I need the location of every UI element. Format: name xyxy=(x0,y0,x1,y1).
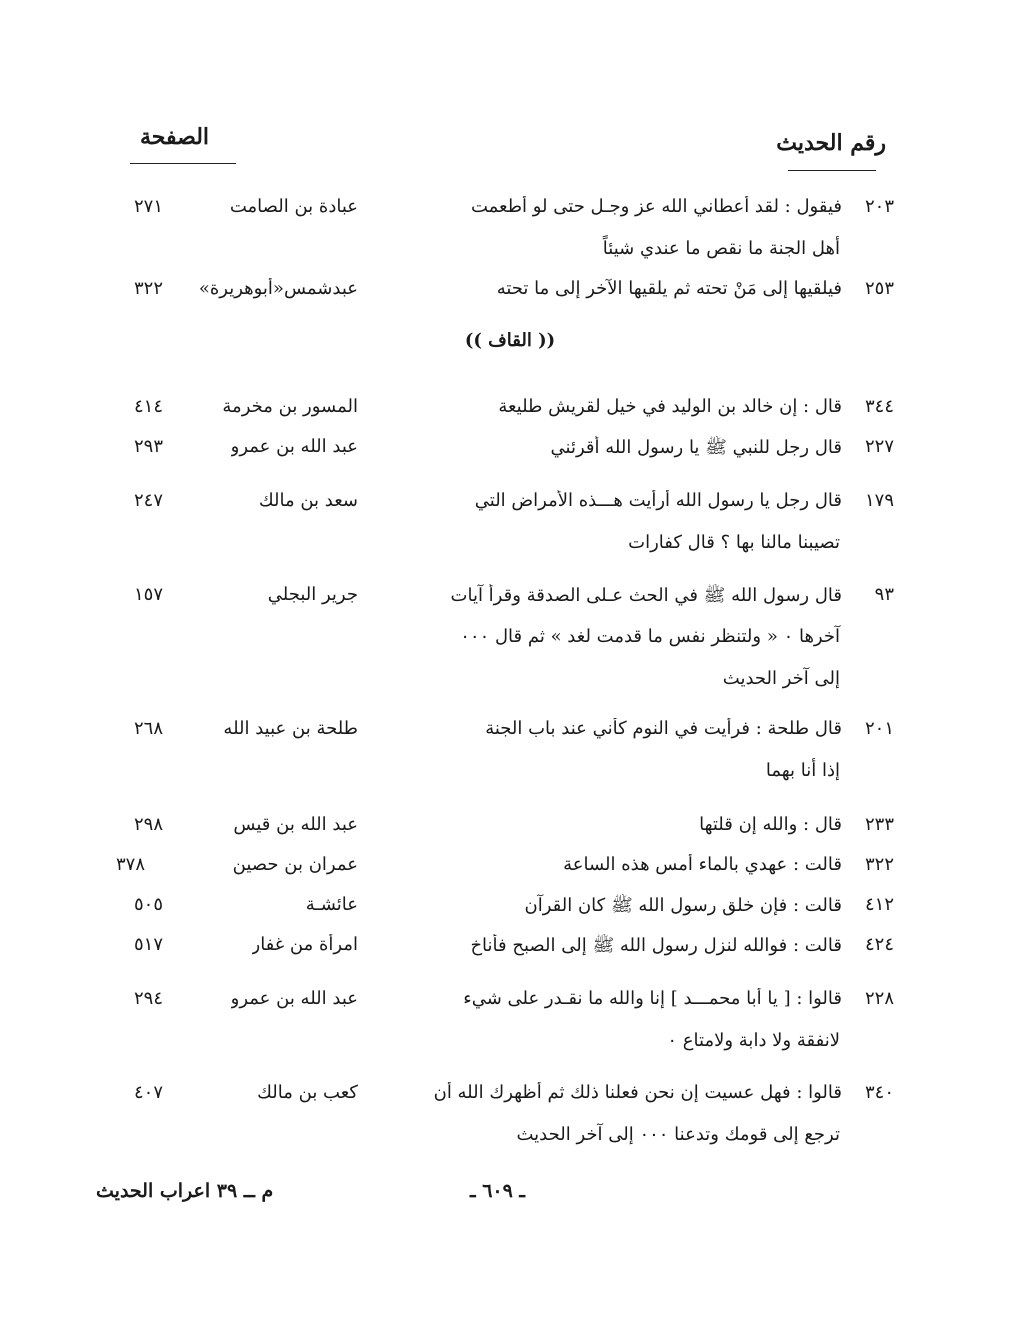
page-reference: ٥٠٥ xyxy=(134,894,164,915)
hadith-text: قال رجل يا رسول الله أرأيت هـــذه الأمراض التي xyxy=(474,490,842,511)
page-column-underline xyxy=(130,163,236,164)
entry-row xyxy=(0,278,1020,314)
hadith-text: قالوا : فهل عسيت إن نحن فعلنا ذلك ثم أظهرك الله أن xyxy=(433,1082,842,1103)
page-reference: ٢٩٨ xyxy=(134,814,164,835)
entry-row xyxy=(0,934,1020,970)
entry-row xyxy=(0,1082,1020,1145)
narrator-name: عبدشمس«أبوهريرة» xyxy=(198,278,358,299)
hadith-text-continuation: أهل الجنة ما نقص ما عندي شيئاً xyxy=(602,238,840,259)
narrator-name: سعد بن مالك xyxy=(258,490,358,511)
entry-row xyxy=(0,854,1020,890)
narrator-name: جرير البجلي xyxy=(267,584,358,605)
page-reference: ٤٠٧ xyxy=(134,1082,164,1103)
narrator-name: امرأة من غفار xyxy=(251,934,358,955)
hadith-text-continuation: آخرها ٠ « ولتنظر نفس ما قدمت لغد » ثم قال ٠٠٠ xyxy=(460,626,840,647)
page-reference: ٢٧١ xyxy=(134,196,164,217)
hadith-text: قال : والله إن قلتها xyxy=(699,814,842,835)
hadith-text-continuation: إلى آخر الحديث xyxy=(722,668,840,689)
hadith-text: قال طلحة : فرأيت في النوم كأني عند باب الجنة xyxy=(485,718,842,739)
hadith-text: قال رسول الله ﷺ في الحث عـلى الصدقة وقرأ آيات xyxy=(450,585,842,606)
book-signature: م ــ ٣٩ اعراب الحديث xyxy=(96,1180,274,1202)
entry-row xyxy=(0,196,1020,259)
narrator-name: عبد الله بن عمرو xyxy=(230,988,358,1009)
hadith-number: ٣٢٢ xyxy=(864,854,894,875)
hadith-number: ١٧٩ xyxy=(864,490,894,511)
section-title: (( القاف )) xyxy=(464,330,556,351)
hadith-number: ٢٥٣ xyxy=(864,278,894,299)
entry-row xyxy=(0,396,1020,432)
narrator-name: عبادة بن الصامت xyxy=(229,196,358,217)
entry-row xyxy=(0,814,1020,850)
page-reference: ٢٤٧ xyxy=(134,490,164,511)
narrator-name: عائشـة xyxy=(305,894,358,915)
hadith-number: ٢٢٧ xyxy=(864,436,894,457)
hadith-text: قالوا : [ يا أبا محمـــد ] إنا والله ما نقـدر على شيء xyxy=(463,988,842,1009)
page-reference: ١٥٧ xyxy=(134,584,164,605)
narrator-name: طلحة بن عبيد الله xyxy=(223,718,358,739)
page-reference: ٢٦٨ xyxy=(134,718,164,739)
hadith-number-underline xyxy=(788,170,876,171)
narrator-name: كعب بن مالك xyxy=(257,1082,358,1103)
hadith-number: ٢٣٣ xyxy=(864,814,894,835)
page-reference: ٤١٤ xyxy=(134,396,164,417)
page-number: ـ ٦٠٩ ـ xyxy=(470,1180,525,1202)
page-reference: ٣٢٢ xyxy=(134,278,164,299)
narrator-name: عبد الله بن عمرو xyxy=(230,436,358,457)
hadith-number: ٤٢٤ xyxy=(864,934,894,955)
hadith-text-continuation: تصيبنا مالنا بها ؟ قال كفارات xyxy=(628,532,840,553)
narrator-name: عمران بن حصين xyxy=(232,854,358,875)
hadith-text-continuation: لانفقة ولا دابة ولامتاع ٠ xyxy=(667,1030,840,1051)
hadith-number: ٣٤٠ xyxy=(864,1082,894,1103)
hadith-text-continuation: إذا أنا بهما xyxy=(765,760,840,781)
narrator-name: عبد الله بن قيس xyxy=(233,814,358,835)
hadith-number: ٢٢٨ xyxy=(864,988,894,1009)
page-column-header: الصفحة xyxy=(140,124,210,150)
hadith-text: قال : إن خالد بن الوليد في خيل لقريش طليعة xyxy=(498,396,842,417)
hadith-text-continuation: ترجع إلى قومك وتدعنا ٠٠٠ إلى آخر الحديث xyxy=(516,1124,840,1145)
entry-row xyxy=(0,988,1020,1051)
entry-row xyxy=(0,584,1020,689)
page-reference: ٢٩٤ xyxy=(134,988,164,1009)
narrator-name: المسور بن مخرمة xyxy=(222,396,358,417)
hadith-number: ٣٤٤ xyxy=(864,396,894,417)
hadith-number: ٩٣ xyxy=(874,584,894,605)
hadith-text: قالت : فوالله لنزل رسول الله ﷺ إلى الصبح فأناخ xyxy=(470,935,842,956)
hadith-text: قالت : عهدي بالماء أمس هذه الساعة xyxy=(563,854,842,875)
hadith-text: فيقول : لقد أعطاني الله عز وجـل حتى لو أطعمت xyxy=(470,196,842,217)
hadith-number: ٤١٢ xyxy=(864,894,894,915)
hadith-text: قالت : فإن خلق رسول الله ﷺ كان القرآن xyxy=(524,895,842,916)
page-reference: ٢٩٣ xyxy=(134,436,164,457)
entry-row xyxy=(0,718,1020,781)
entry-row xyxy=(0,490,1020,553)
hadith-number-header: رقم الحديث xyxy=(776,130,886,156)
entry-row xyxy=(0,894,1020,930)
hadith-number: ٢٠٣ xyxy=(864,196,894,217)
page-reference: ٣٧٨ xyxy=(116,854,146,875)
hadith-text: قال رجل للنبي ﷺ يا رسول الله أقرئني xyxy=(550,437,842,458)
entry-row xyxy=(0,436,1020,472)
hadith-text: فيلقيها إلى مَنْ تحته ثم يلقيها الآخر إلى ما تحته xyxy=(496,278,842,299)
hadith-number: ٢٠١ xyxy=(864,718,894,739)
page-reference: ٥١٧ xyxy=(134,934,164,955)
